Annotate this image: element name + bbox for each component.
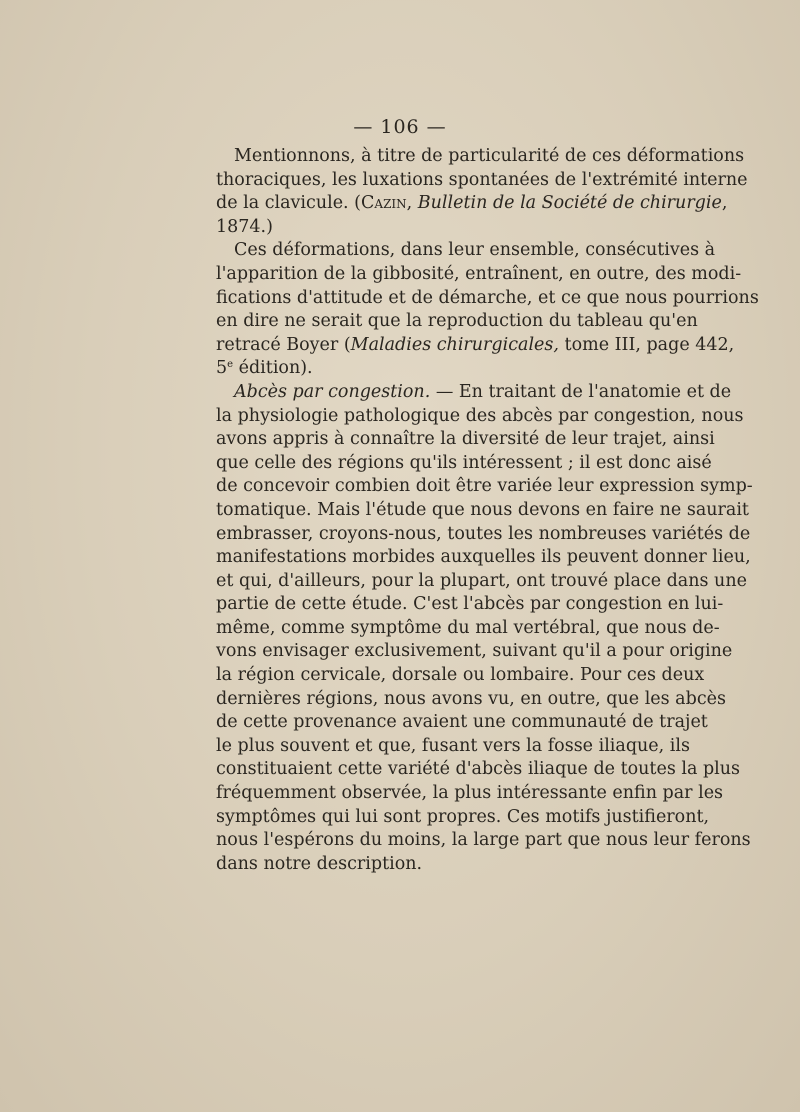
text-segment: vons envisager exclusivement, suivant qu'il a pour origine [216, 641, 733, 662]
text-line [216, 782, 724, 806]
text-line [216, 640, 733, 664]
text-line [216, 475, 753, 499]
text-line [216, 334, 735, 358]
text-segment: tome III, page 442, [558, 334, 735, 355]
text-segment: e [227, 359, 234, 371]
text-segment: constituaient cette variété d'abcès iliaque de toutes la plus [216, 759, 741, 780]
text-segment: dans notre description. [216, 853, 423, 874]
text-segment: fications d'attitude et de démarche, et ce que nous pourrions [216, 287, 759, 308]
text-line [216, 428, 715, 452]
text-segment: Cazin [361, 193, 407, 214]
text-segment: thoraciques, les luxations spontanées de l'extrémité interne [216, 169, 748, 190]
text-line [216, 806, 710, 830]
text-segment: Ces déformations, dans leur ensemble, consécutives à [234, 240, 716, 261]
text-line [216, 381, 732, 405]
text-segment: le plus souvent et que, fusant vers la fosse iliaque, ils [216, 735, 690, 756]
text-segment: , [406, 193, 418, 214]
text-line [216, 263, 742, 287]
text-line [216, 310, 698, 334]
text-segment: et qui, d'ailleurs, pour la plupart, ont trouvé place dans une [216, 570, 747, 591]
text-line [216, 405, 744, 429]
text-segment: de la clavicule. ( [216, 193, 362, 214]
text-line [216, 169, 748, 193]
text-line [216, 546, 751, 570]
text-segment: manifestations morbides auxquelles ils peuvent donner lieu, [216, 547, 751, 568]
text-segment: , [721, 193, 728, 214]
text-line [216, 216, 652, 240]
text-line [216, 593, 724, 617]
text-segment: Bulletin de la Société de chirurgie [417, 193, 722, 214]
text-line [216, 523, 751, 547]
text-segment: symptômes qui lui sont propres. Ces motifs justifieront, [216, 806, 710, 827]
text-line [216, 452, 712, 476]
text-segment: 5 [216, 358, 228, 379]
text-line [216, 688, 726, 712]
text-line [216, 664, 705, 688]
text-segment: Maladies chirurgicales, [350, 334, 559, 355]
text-segment: la région cervicale, dorsale ou lombaire. Pour ces deux [216, 665, 705, 686]
text-line [216, 499, 749, 523]
text-segment: que celle des régions qu'ils intéressent ; il est donc aisé [216, 452, 712, 473]
text-segment: — En traitant de l'anatomie et de [430, 381, 732, 402]
text-segment: édition). [233, 358, 313, 379]
text-segment: la physiologie pathologique des abcès par congestion, nous [216, 405, 744, 426]
text-line [216, 570, 747, 594]
text-segment: embrasser, croyons-nous, toutes les nombreuses variétés de [216, 523, 751, 544]
text-line [216, 617, 720, 641]
text-segment: 1874.) [216, 216, 273, 237]
text-segment: dernières régions, nous avons vu, en outre, que les abcès [216, 688, 726, 709]
text-line [216, 758, 741, 782]
text-segment: avons appris à connaître la diversité de leur trajet, ainsi [216, 429, 715, 450]
text-segment: en dire ne serait que la reproduction du tableau qu'en [216, 311, 698, 332]
text-segment: fréquemment observée, la plus intéressante enfin par les [216, 783, 724, 804]
text-segment: de cette provenance avaient une communauté de trajet [216, 712, 708, 733]
text-segment: l'apparition de la gibbosité, entraînent, en outre, des modi- [216, 263, 742, 284]
text-segment: nous l'espérons du moins, la large part que nous leur ferons [216, 830, 751, 851]
text-line [216, 853, 652, 877]
text-segment: Mentionnons, à titre de particularité de ces déformations [234, 146, 745, 166]
text-line [216, 192, 728, 216]
text-segment: retracé Boyer ( [216, 334, 351, 355]
text-line [216, 357, 652, 381]
text-line [216, 145, 745, 169]
body-text [216, 145, 759, 876]
text-segment: partie de cette étude. C'est l'abcès par congestion en lui- [216, 594, 724, 615]
text-line [216, 287, 759, 311]
text-segment: même, comme symptôme du mal vertébral, que nous de- [216, 617, 720, 638]
text-line [216, 239, 716, 263]
text-segment: Abcès par congestion. [234, 381, 431, 402]
text-segment: tomatique. Mais l'étude que nous devons en faire ne saurait [216, 499, 749, 520]
text-line [216, 735, 690, 759]
text-line [216, 711, 708, 735]
page-number: — 106 — [353, 116, 447, 138]
text-line [216, 829, 751, 853]
text-segment: de concevoir combien doit être variée leur expression symp- [216, 476, 753, 497]
